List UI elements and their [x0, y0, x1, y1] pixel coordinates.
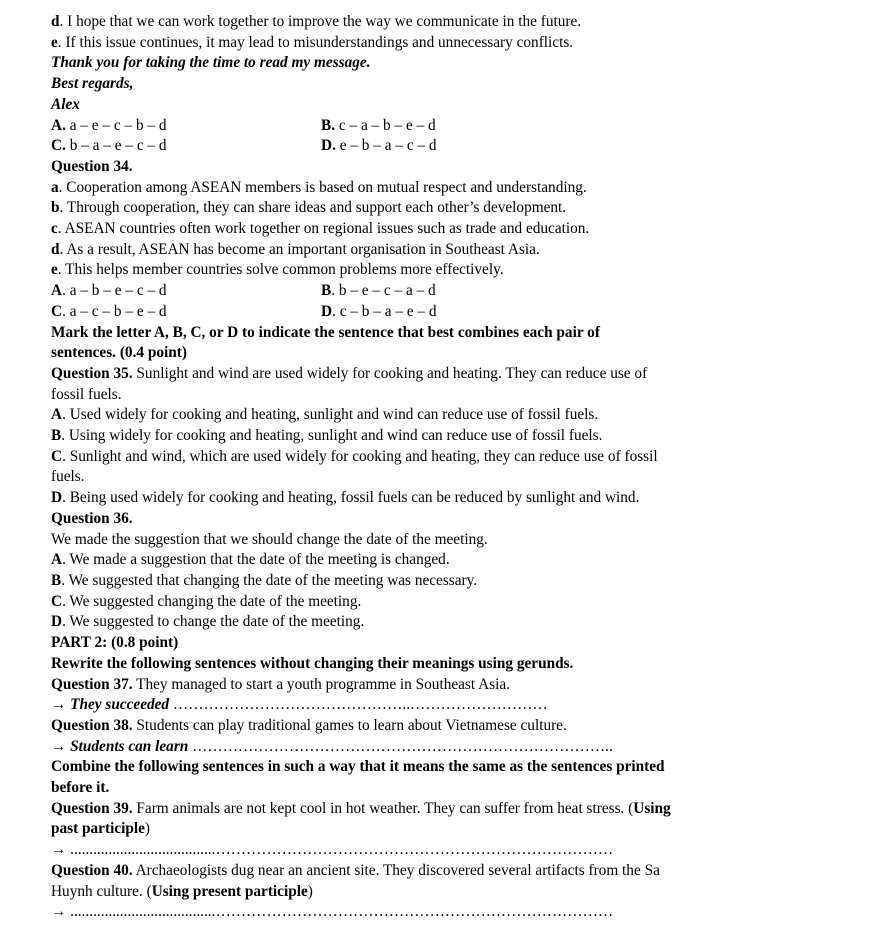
q36-option-d[interactable]: D. We suggested to change the date of the meeting.: [51, 613, 365, 631]
q40-stem-line-2: Huynh culture. (Using present participle): [51, 882, 313, 900]
q34-options-row-1: [51, 281, 851, 302]
q34-item-c: c. ASEAN countries often work together on regional issues such as trade and education.: [51, 220, 590, 238]
q33-sign-off: Best regards,: [51, 75, 134, 93]
q38-title: Question 38.: [51, 716, 133, 734]
q35-stem-line-2: fossil fuels.: [51, 385, 122, 403]
q33-signature-name: Alex: [51, 95, 80, 113]
q37-title: Question 37.: [51, 675, 133, 693]
q33-option-a[interactable]: A. a – e – c – b – d: [51, 116, 167, 134]
q37-answer-line[interactable]: → They succeeded ………………………………………..………………………: [51, 696, 548, 714]
q33-option-b[interactable]: B. c – a – b – e – d: [321, 116, 436, 134]
q33-item-e: e. If this issue continues, it may lead to misunderstandings and unnecessary conflicts.: [51, 33, 574, 51]
q40-answer-line[interactable]: → ......................................……………………………………………………………………: [51, 903, 614, 921]
combine2-instruction-line-2: before it.: [51, 779, 110, 797]
q33-option-c[interactable]: C. b – a – e – c – d: [51, 137, 167, 155]
q33-item-d: d. I hope that we can work together to improve the way we communicate in the future.: [51, 13, 582, 30]
q34-option-a[interactable]: A. a – b – e – c – d: [51, 282, 167, 300]
q34-option-d[interactable]: D. c – b – a – e – d: [321, 302, 437, 320]
q36-stem: We made the suggestion that we should change the date of the meeting.: [51, 530, 488, 548]
q39-answer-line[interactable]: → ......................................……………………………………………………………………: [51, 841, 614, 859]
q35-stem-line-1: Question 35. Sunlight and wind are used widely for cooking and heating. They can reduce use of: [51, 364, 648, 382]
q33-closing-line: Thank you for taking the time to read my message.: [51, 54, 371, 72]
q35-option-b[interactable]: B. Using widely for cooking and heating, sunlight and wind can reduce use of fossil fuels.: [51, 427, 603, 445]
q34-title: Question 34.: [51, 157, 133, 175]
combine-instruction-line-2: sentences. (0.4 point): [51, 344, 187, 362]
q34-item-a: a. Cooperation among ASEAN members is based on mutual respect and understanding.: [51, 178, 587, 196]
q34-item-b: b. Through cooperation, they can share ideas and support each other’s development.: [51, 199, 567, 217]
q39-stem-line-2: past participle): [51, 820, 151, 838]
q36-option-c[interactable]: C. We suggested changing the date of the meeting.: [51, 592, 362, 610]
q39-title: Question 39.: [51, 799, 133, 817]
q33-option-d[interactable]: D. e – b – a – c – d: [321, 137, 437, 155]
q38-stem: Question 38. Students can play traditional games to learn about Vietnamese culture.: [51, 716, 567, 734]
q34-item-e: e. This helps member countries solve common problems more effectively.: [51, 261, 504, 279]
q34-item-d: d. As a result, ASEAN has become an important organisation in Southeast Asia.: [51, 240, 540, 258]
q34-option-b[interactable]: B. b – e – c – a – d: [321, 282, 436, 300]
q40-title: Question 40.: [51, 861, 133, 879]
q34-option-c[interactable]: C. a – c – b – e – d: [51, 302, 167, 320]
q35-option-c[interactable]: C. Sunlight and wind, which are used widely for cooking and heating, they can reduce use of fossil fuels.: [51, 447, 658, 486]
q39-stem-line-1: Question 39. Farm animals are not kept cool in hot weather. They can suffer from heat stress. (Using: [51, 799, 671, 817]
q36-title: Question 36.: [51, 509, 133, 527]
q38-answer-line[interactable]: → Students can learn ………………………………………………………………………..: [51, 737, 613, 755]
q35-option-a[interactable]: A. Used widely for cooking and heating, sunlight and wind can reduce use of fossil fuels.: [51, 406, 599, 424]
q36-option-a[interactable]: A. We made a suggestion that the date of the meeting is changed.: [51, 551, 450, 569]
q33-options-row-2: [51, 136, 851, 157]
q36-option-b[interactable]: B. We suggested that changing the date of the meeting was necessary.: [51, 571, 478, 589]
combine2-instruction-line-1: Combine the following sentences in such a way that it means the same as the sentences printed: [51, 758, 665, 776]
part2-title: PART 2: (0.8 point): [51, 634, 179, 652]
part2-instruction: Rewrite the following sentences without changing their meanings using gerunds.: [51, 654, 574, 672]
q40-stem-line-1: Question 40. Archaeologists dug near an ancient site. They discovered several artifacts from the Sa: [51, 861, 660, 879]
exam-page: [51, 12, 851, 923]
combine-instruction-line-1: Mark the letter A, B, C, or D to indicate the sentence that best combines each pair of: [51, 323, 600, 341]
q37-stem: Question 37. They managed to start a youth programme in Southeast Asia.: [51, 675, 510, 693]
q35-title: Question 35.: [51, 364, 133, 382]
q34-options-row-2: [51, 302, 851, 323]
q35-option-d[interactable]: D. Being used widely for cooking and heating, fossil fuels can be reduced by sunlight and wind.: [51, 489, 640, 507]
q33-options-row-1: [51, 116, 851, 137]
